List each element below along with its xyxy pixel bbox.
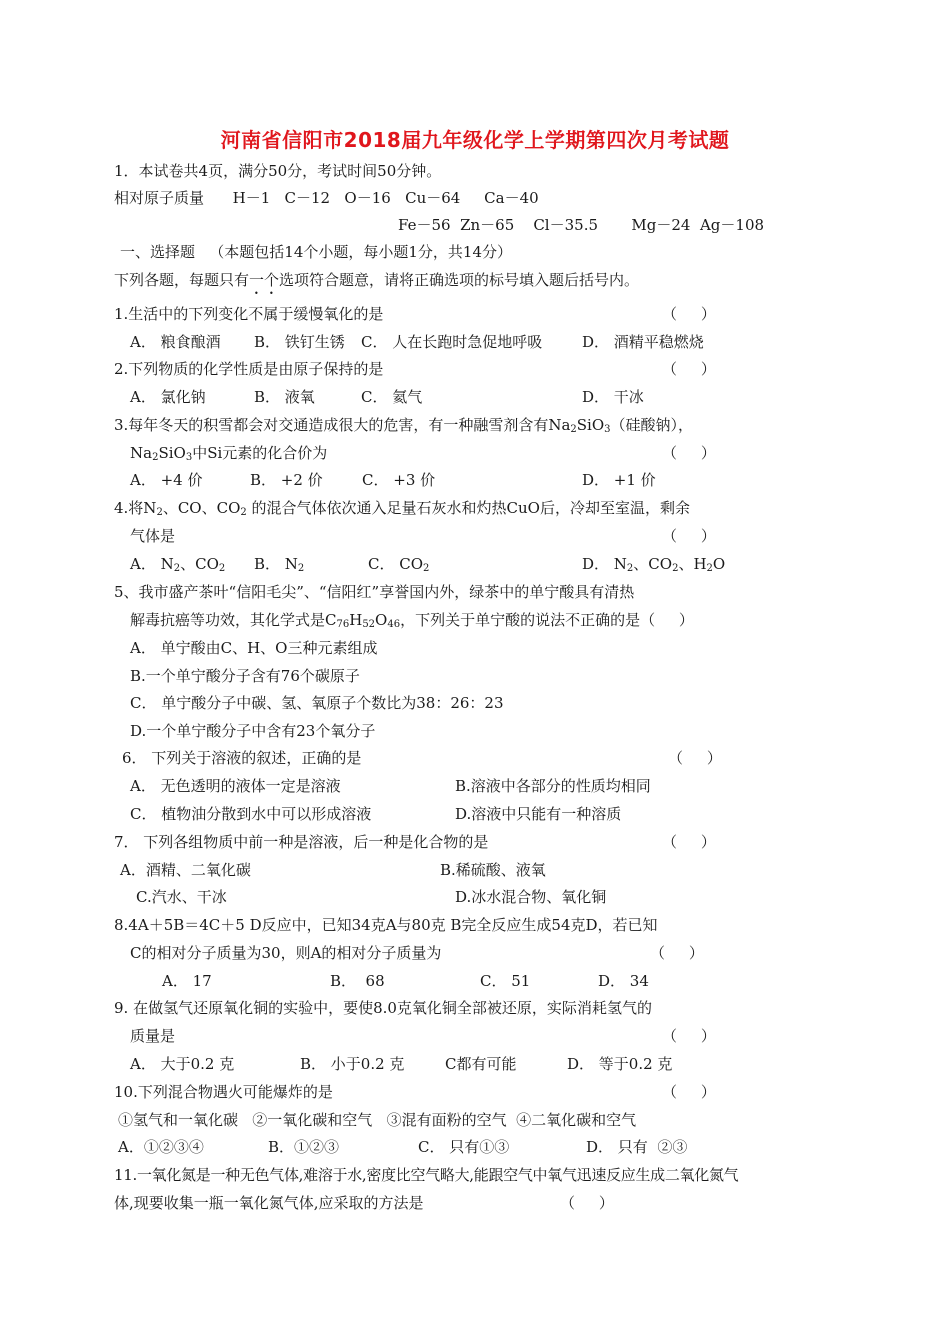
q5-option-c: C． 单宁酸分子中碳、氢、氧原子个数比为38：26：23 xyxy=(130,694,504,712)
atomic-masses-line-2: Fe－56 Zn－65 Cl－35.5 Mg－24 Ag－108 xyxy=(398,216,765,234)
q9-option-a: A． 大于0.2 克 xyxy=(130,1055,235,1073)
q5-stem-line-2: 解毒抗癌等功效，其化学式是$C_{76}H_{52}O_{46}$，下列关于单宁酸的说法不正确的是（ ） xyxy=(130,611,694,630)
q6-answer-paren: （ ） xyxy=(668,749,722,767)
q8-option-a: A． 17 xyxy=(162,972,212,990)
q5-option-d: D.一个单宁酸分子中含有23个氧分子 xyxy=(130,722,376,740)
q10-stem: 10.下列混合物遇火可能爆炸的是 xyxy=(114,1083,333,1101)
q7-option-a: A．酒精、二氧化碳 xyxy=(120,861,251,879)
q2-option-d: D． 干冰 xyxy=(582,388,644,406)
q3-stem-line-1: 3.每年冬天的积雪都会对交通造成很大的危害，有一种融雪剂含有$Na_2SiO_3$（硅酸钠）， xyxy=(114,416,694,435)
q1-stem: 1.生活中的下列变化不属于缓慢氧化的是 xyxy=(114,305,384,323)
q2-answer-paren: （ ） xyxy=(662,360,716,378)
q7-option-b: B.稀硫酸、液氧 xyxy=(440,861,546,879)
q3-option-a: A． +4 价 xyxy=(130,471,203,489)
q6-stem: 6． 下列关于溶液的叙述，正确的是 xyxy=(122,749,362,767)
q4-option-d: D． $N_2$、$CO_2$、$H_2O$ xyxy=(582,555,726,574)
q1-answer-paren: （ ） xyxy=(662,305,716,323)
q4-stem-line-1: 4.将$N_2$、CO、$CO_2$ 的混合气体依次通入足量石灰水和灼热CuO后，冷却至室温，剩余 xyxy=(114,499,690,518)
q8-stem-line-2: C的相对分子质量为30，则A的相对分子质量为 xyxy=(130,944,442,962)
q8-option-c: C． 51 xyxy=(480,972,531,990)
q3-option-d: D． +1 价 xyxy=(582,471,656,489)
q4-option-a: A． $N_2$、$CO_2$ xyxy=(130,555,226,574)
q8-option-b: B． 68 xyxy=(330,972,385,990)
q11-stem-line-1: 11.一氧化氮是一种无色气体,难溶于水,密度比空气略大,能跟空气中氧气迅速反应生成二氧化氮气 xyxy=(114,1166,739,1184)
q9-option-d: D． 等于0.2 克 xyxy=(567,1055,673,1073)
q8-stem-line-1: 8.4A＋5B＝4C＋5 D反应中，已知34克A与80克 B完全反应生成54克D，若已知 xyxy=(114,916,658,934)
q5-option-a: A． 单宁酸由C、H、O三种元素组成 xyxy=(130,639,378,657)
q1-option-d: D． 酒精平稳燃烧 xyxy=(582,333,704,351)
q6-option-a: A． 无色透明的液体一定是溶液 xyxy=(130,777,341,795)
page-title: 河南省信阳市2018届九年级化学上学期第四次月考试题 xyxy=(220,128,730,152)
q4-stem-line-2: 气体是 xyxy=(130,527,176,545)
q7-option-c: C.汽水、干冰 xyxy=(136,888,227,906)
q3-stem-line-2: $Na_2SiO_3$中Si元素的化合价为 xyxy=(130,444,328,463)
atomic-masses-line-1: 相对原子质量 H－1 C－12 O－16 Cu－64 Ca－40 xyxy=(114,189,539,207)
instruction: 下列各题，每题只有一个选项符合题意，请将正确选项的标号填入题后括号内。 xyxy=(114,271,640,289)
q10-option-c: C． 只有①③ xyxy=(418,1138,510,1156)
q3-option-c: C． +3 价 xyxy=(362,471,436,489)
q1-option-b: B． 铁钉生锈 xyxy=(254,333,345,351)
q4-option-b: B． $N_2$ xyxy=(254,555,305,574)
q8-answer-paren: （ ） xyxy=(650,944,704,962)
q9-stem-line-2: 质量是 xyxy=(130,1027,176,1045)
q10-option-d: D． 只有 ②③ xyxy=(586,1138,688,1156)
q7-answer-paren: （ ） xyxy=(662,833,716,851)
q6-option-b: B.溶液中各部分的性质均相同 xyxy=(455,777,651,795)
q1-option-a: A． 粮食酿酒 xyxy=(130,333,221,351)
q9-option-b: B． 小于0.2 克 xyxy=(300,1055,405,1073)
q10-answer-paren: （ ） xyxy=(662,1083,716,1101)
q4-option-c: C． $CO_2$ xyxy=(368,555,430,574)
q2-option-b: B． 液氧 xyxy=(254,388,315,406)
q11-answer-paren: （ ） xyxy=(560,1194,614,1212)
q10-option-b: B．①②③ xyxy=(268,1138,340,1156)
q2-option-a: A． 氯化钠 xyxy=(130,388,206,406)
q7-stem: 7． 下列各组物质中前一种是溶液，后一种是化合物的是 xyxy=(114,833,489,851)
q3-option-b: B． +2 价 xyxy=(250,471,323,489)
section-heading: 一、选择题 （本题包括14个小题，每小题1分，共14分） xyxy=(120,243,513,261)
q7-option-d: D.冰水混合物、氧化铜 xyxy=(455,888,607,906)
q6-option-c: C． 植物油分散到水中可以形成溶液 xyxy=(130,805,372,823)
q4-answer-paren: （ ） xyxy=(662,527,716,545)
q10-option-a: A．①②③④ xyxy=(118,1138,204,1156)
q10-items: ①氢气和一氧化碳 ②一氧化碳和空气 ③混有面粉的空气 ④二氧化碳和空气 xyxy=(118,1111,637,1129)
exam-note: 1．本试卷共4页，满分50分，考试时间50分钟。 xyxy=(114,162,442,180)
q6-option-d: D.溶液中只能有一种溶质 xyxy=(455,805,622,823)
q3-answer-paren: （ ） xyxy=(662,444,716,462)
q2-option-c: C． 氦气 xyxy=(361,388,423,406)
q9-stem-line-1: 9. 在做氢气还原氧化铜的实验中，要使8.0克氧化铜全部被还原，实际消耗氢气的 xyxy=(114,999,652,1017)
q11-stem-line-2: 体,现要收集一瓶一氧化氮气体,应采取的方法是 xyxy=(114,1194,424,1212)
q5-stem-line-1: 5、我市盛产茶叶“信阳毛尖”、“信阳红”享誉国内外，绿茶中的单宁酸具有清热 xyxy=(114,583,635,601)
q8-option-d: D． 34 xyxy=(598,972,649,990)
q5-option-b: B.一个单宁酸分子含有76个碳原子 xyxy=(130,667,360,685)
q9-option-c: C都有可能 xyxy=(445,1055,517,1073)
q1-option-c: C． 人在长跑时急促地呼吸 xyxy=(361,333,543,351)
q2-stem: 2.下列物质的化学性质是由原子保持的是 xyxy=(114,360,384,378)
q9-answer-paren: （ ） xyxy=(662,1027,716,1045)
